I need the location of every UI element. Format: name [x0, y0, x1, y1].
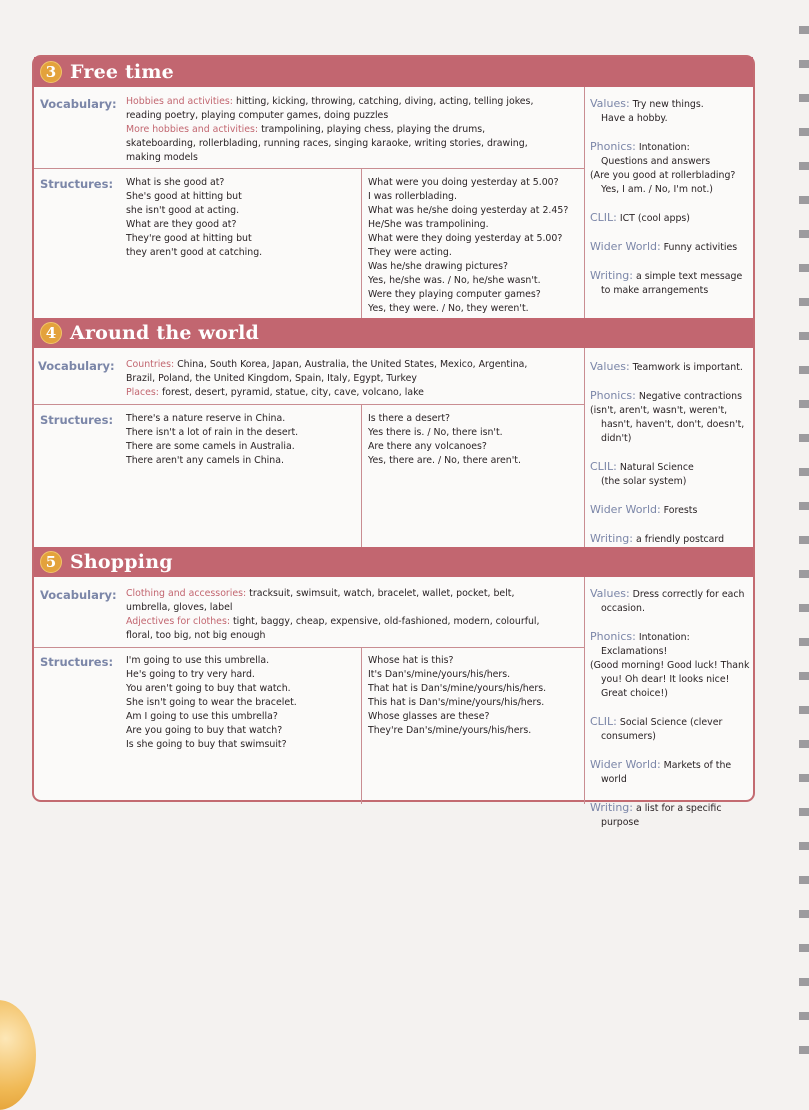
structures-label: Structures: [40, 655, 114, 669]
syllabus-table [32, 55, 755, 828]
binding-edge [799, 0, 809, 1080]
structures-right: What were you doing yesterday at 5.00? I was rollerblading. What was he/she doing yesterday at 2.45? He/She was trampolining. What were they doing yesterday at 5.00? They were acting. Was he/she drawing pictures? Yes, he/she was. / No, he/she wasn't. Were they playing computer games? Yes, they were. / No, they weren't. [368, 177, 569, 314]
structures-label: Structures: [40, 177, 114, 191]
vocabulary-text: Hobbies and activities: hitting, kicking, throwing, catching, diving, acting, telling jokes, reading poetry, playing computer games, doing puzzles More hobbies and activities: trampolining, playing chess, playing the drums, skateboarding, rollerblading, running races, singing karaoke, writing stories, drawing, making models [126, 96, 534, 163]
vocabulary-label: Vocabulary: [40, 588, 117, 602]
column-divider [361, 168, 362, 318]
side-column-divider [584, 577, 585, 804]
unit-header-shopping [34, 547, 753, 577]
structures-left: What is she good at? She's good at hitting but she isn't good at acting. What are they good at? They're good at hitting but they aren't good at catching. [126, 177, 263, 258]
unit-number-badge: 5 [40, 551, 62, 573]
unit-number-badge: 4 [40, 322, 62, 344]
unit-title: Around the world [70, 322, 259, 344]
structures-left: There's a nature reserve in China. There isn't a lot of rain in the desert. There are some camels in Australia. There aren't any camels in China. [126, 413, 299, 466]
side-notes: Values: Try new things. Have a hobby. Phonics: Intonation: Questions and answers (Are you good at rollerblading? Yes, I am. / No, I'm not.) CLIL: ICT (cool apps) Wider World: Funny activities Writing: a simple text message to make arrangements [590, 97, 743, 296]
unit-title: Free time [70, 61, 174, 83]
vocabulary-text: Clothing and accessories: tracksuit, swimsuit, watch, bracelet, wallet, pocket, belt, umbrella, gloves, label Adjectives for clothes: tight, baggy, cheap, expensive, old-fashioned, modern, colourful, floral, too big, not big enough [126, 588, 540, 641]
unit-number-badge: 3 [40, 61, 62, 83]
page-corner-decoration [0, 1000, 36, 1110]
vocabulary-label: Vocabulary: [40, 97, 117, 111]
side-column-divider [584, 87, 585, 318]
side-column-divider [584, 348, 585, 547]
unit-title: Shopping [70, 551, 173, 573]
vocabulary-text: Countries: China, South Korea, Japan, Australia, the United States, Mexico, Argentina, Brazil, Poland, the United Kingdom, Spain, Italy, Egypt, Turkey Places: forest, desert, pyramid, statue, city, cave, volcano, lake [126, 359, 528, 398]
row-divider [34, 168, 584, 169]
unit-header-around-the-world [34, 318, 753, 348]
row-divider [34, 404, 584, 405]
structures-right: Is there a desert? Yes there is. / No, there isn't. Are there any volcanoes? Yes, there are. / No, there aren't. [368, 413, 521, 466]
side-notes: Values: Teamwork is important. Phonics: Negative contractions (isn't, aren't, wasn't, weren't, hasn't, haven't, don't, doesn't, didn't) CLIL: Natural Science (the solar system) Wider World: Forests Writing: a friendly postcard [590, 360, 745, 545]
row-divider [34, 647, 584, 648]
structures-left: I'm going to use this umbrella. He's going to try very hard. You aren't going to buy that watch. She isn't going to wear the bracelet. Am I going to use this umbrella? Are you going to buy that watch? Is she going to buy that swimsuit? [126, 655, 297, 750]
side-notes: Values: Dress correctly for each occasion. Phonics: Intonation: Exclamations! (Good morning! Good luck! Thank you! Oh dear! It looks nice! Great choice!) CLIL: Social Science (clever consumers) Wider World: Markets of the world Writing: a list for a specific purpose [590, 587, 750, 828]
column-divider [361, 404, 362, 547]
column-divider [361, 647, 362, 804]
structures-label: Structures: [40, 413, 114, 427]
unit-header-free-time [34, 57, 753, 87]
structures-right: Whose hat is this? It's Dan's/mine/yours/his/hers. That hat is Dan's/mine/yours/his/hers. This hat is Dan's/mine/yours/his/hers. Whose glasses are these? They're Dan's/mine/yours/his/hers. [368, 655, 547, 736]
vocabulary-label: Vocabulary: [38, 359, 115, 373]
